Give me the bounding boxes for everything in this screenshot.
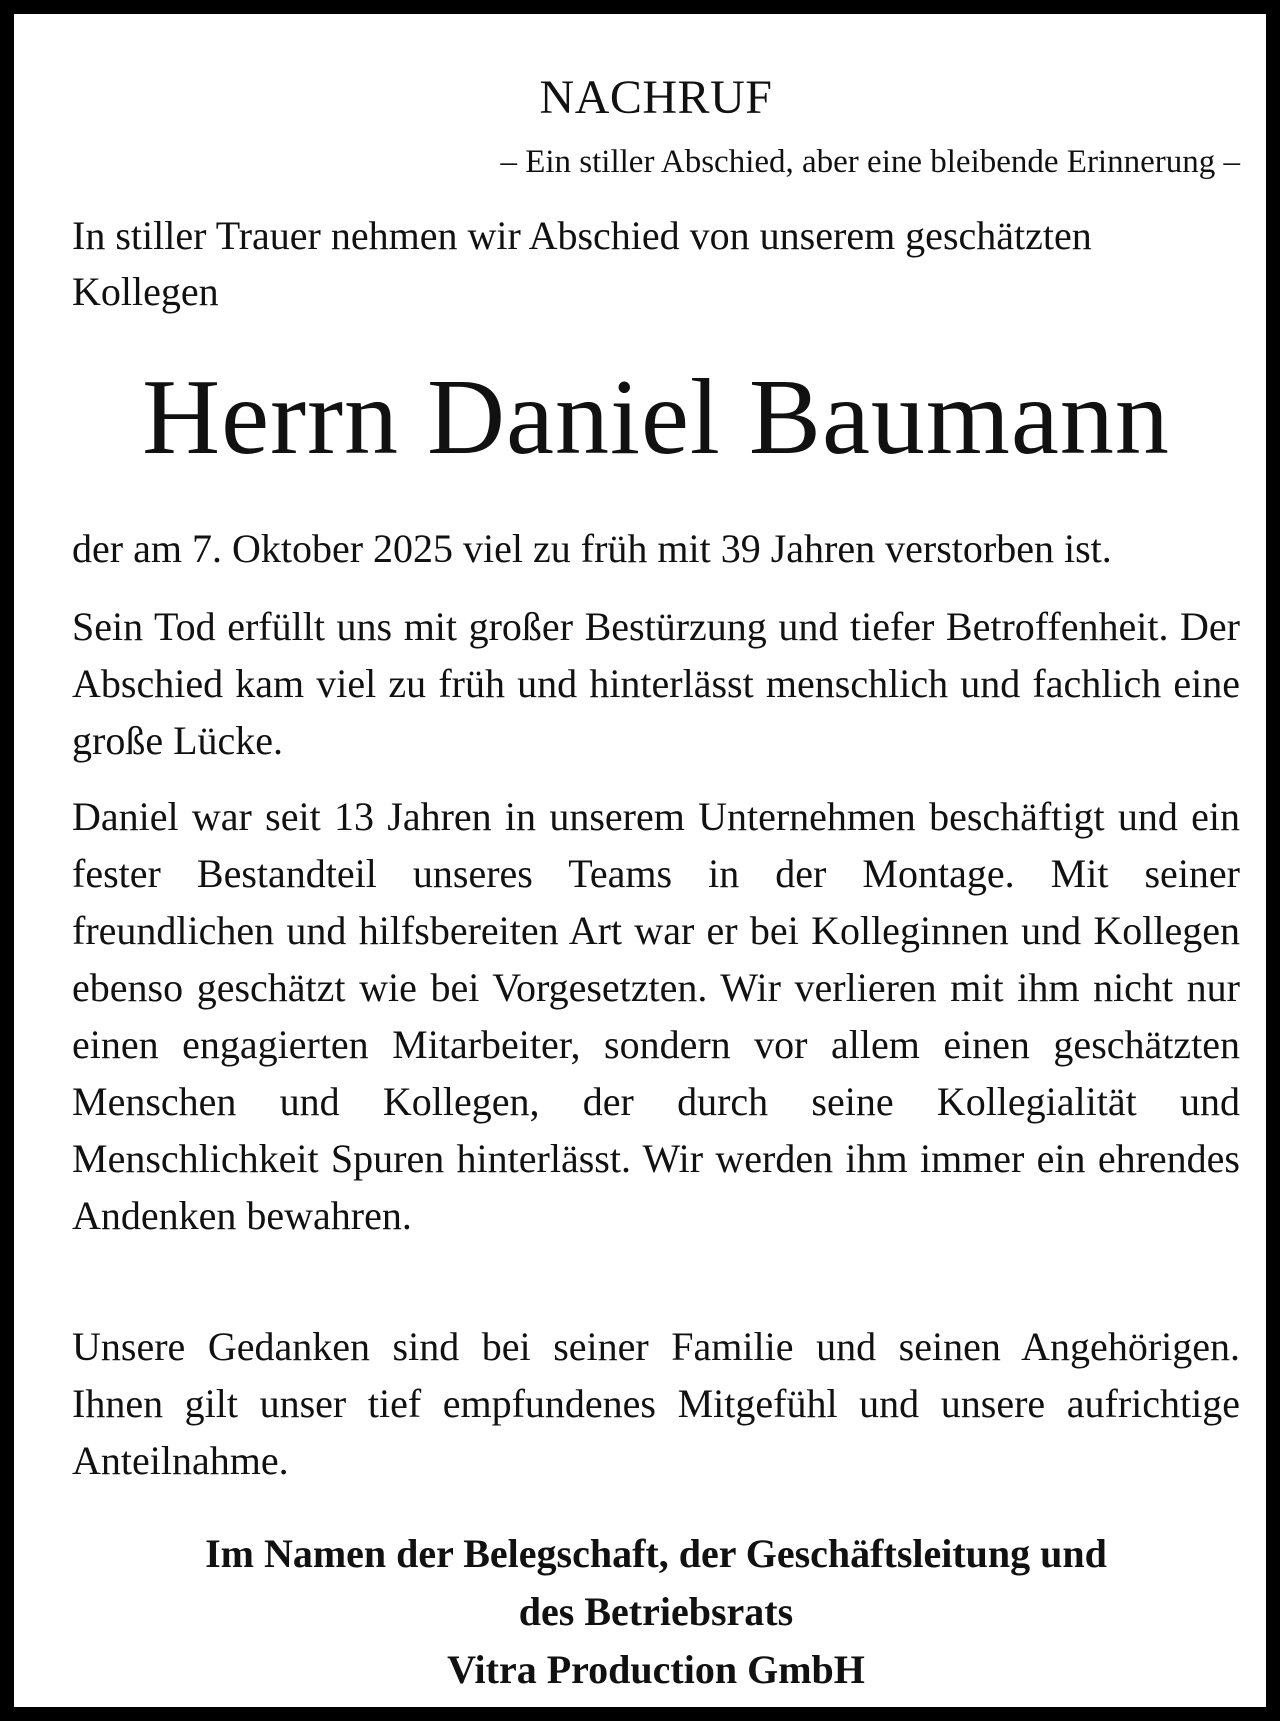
family-paragraph: Unsere Gedanken sind bei seiner Familie und seinen Angehörigen. Ihnen gilt unser tief empfundenes Mitgefühl und unsere aufrichtige Anteilnahme. [72,1324,1240,1483]
company-name: Vitra Production GmbH [447,1647,865,1692]
deceased-name: Herrn Daniel Baumann [142,358,1170,477]
obituary-intro: In stiller Trauer nehmen wir Abschied von unserem geschätzten Kollegen [72,213,1092,314]
obituary-heading: NACHRUF [539,71,773,124]
signature-line-1: Im Namen der Belegschaft, der Geschäftsleitung und [205,1531,1107,1576]
death-date-paragraph: der am 7. Oktober 2025 viel zu früh mit 39 Jahren verstorben ist. [72,526,1112,571]
condolence-paragraph: Sein Tod erfüllt uns mit großer Bestürzung und tiefer Betroffenheit. Der Abschied kam viel zu früh und hinterlässt menschlich und fachlich eine große Lücke. [72,604,1240,763]
obituary-subheading: – Ein stiller Abschied, aber eine bleibende Erinnerung – [500,144,1240,180]
signature-line-2: des Betriebsrats [518,1589,794,1634]
tribute-paragraph: Daniel war seit 13 Jahren in unserem Unternehmen beschäftigt und ein fester Bestandteil unseres Teams in der Montage. Mit seiner freundlichen und hilfsbereiten Art war er bei Kolleginnen und Kollegen ebenso geschätzt wie bei Vorgesetzten. Wir verlieren mit ihm nicht nur einen engagierten Mitarbeiter, sondern vor allem einen geschätzten Menschen und Kollegen, der durch seine Kollegialität und Menschlichkeit Spuren hinterlässt. Wir werden ihm immer ein ehrendes Andenken bewahren. [72,794,1240,1238]
signature-block [72,1525,1240,1699]
